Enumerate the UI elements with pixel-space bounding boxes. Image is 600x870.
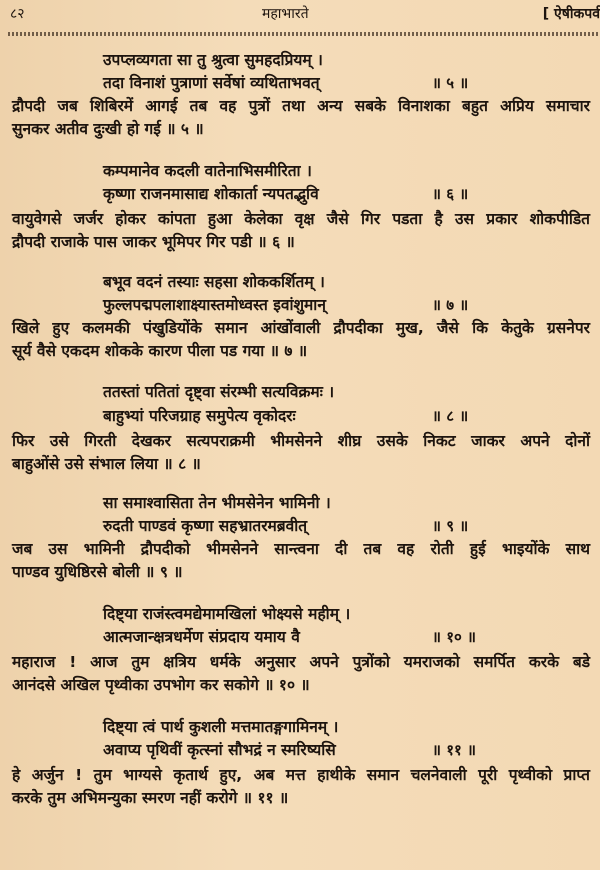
translation-line: वायुवेगसे जर्जर होकर कांपता हुआ केलेका वृक्ष जैसे गिर पडता है उस प्रकार शोकपीडित — [12, 210, 590, 228]
verse-line: ततस्तां पतितां दृष्ट्वा संरम्भी सत्यविक्रमः । — [103, 383, 335, 401]
section-title: [ ऐषीकपर्व — [542, 6, 600, 22]
translation-line: महाराज ! आज तुम क्षत्रिय धर्मके अनुसार अपने पुत्रोंको यमराजको समर्पित करके बडे — [12, 653, 590, 671]
verse-line: रुदती पाण्डवं कृष्णा सहभ्रातरमब्रवीत् — [103, 517, 308, 535]
translation-line: हे अर्जुन ! तुम भाग्यसे कृतार्थ हुए, अब मत्त हाथीके समान चलनेवाली पूरी पृथ्वीको प्राप्त — [12, 766, 590, 784]
verse-line: आत्मजान्क्षत्रधर्मेण संप्रदाय यमाय वै — [103, 628, 300, 646]
verse-number: ॥ ११ ॥ — [432, 741, 477, 759]
verse-line: अवाप्य पृथिवीं कृत्स्नां सौभद्रं न स्मरिष्यसि — [103, 741, 336, 759]
running-title: महाभारते — [262, 6, 309, 22]
translation-line: बाहुओंसे उसे संभाल लिया ॥ ८ ॥ — [12, 455, 201, 473]
page-number: ८२ — [10, 6, 25, 22]
verse-line: बभूव वदनं तस्याः सहसा शोककर्शितम् । — [103, 273, 325, 291]
translation-line: द्रौपदी जब शिबिरमें आगई तब वह पुत्रों तथा अन्य सबके विनाशका बहुत अप्रिय समाचार — [12, 97, 590, 115]
verse-line: सा समाश्वासिता तेन भीमसेनेन भामिनी । — [103, 494, 331, 512]
translation-line: आनंदसे अखिल पृथ्वीका उपभोग कर सकोगे ॥ १० ॥ — [12, 676, 310, 694]
translation-line: करके तुम अभिमन्युका स्मरण नहीं करोगे ॥ ११ ॥ — [12, 789, 289, 807]
verse-number: ॥ ७ ॥ — [432, 296, 469, 314]
translation-line: द्रौपदी राजाके पास जाकर भूमिपर गिर पडी ॥ ६ ॥ — [12, 233, 295, 251]
verse-line: उपप्लव्यगता सा तु श्रुत्वा सुमहदप्रियम् । — [103, 51, 323, 69]
translation-line: सुनकर अतीव दुःखी हो गई ॥ ५ ॥ — [12, 120, 204, 138]
verse-number: ॥ ८ ॥ — [432, 407, 469, 425]
verse-line: तदा विनाशं पुत्राणां सर्वेषां व्यथिताभवत् — [103, 74, 320, 92]
verse-line: दिष्ट्या राजंस्त्वमद्येमामखिलां भोक्ष्यसे महीम् । — [103, 605, 351, 623]
translation-line: फिर उसे गिरती देखकर सत्यपराक्रमी भीमसेनने शीघ्र उसके निकट जाकर अपने दोनों — [12, 432, 590, 450]
verse-line: कम्पमानेव कदली वातेनाभिसमीरिता । — [103, 162, 312, 180]
header-divider — [8, 32, 600, 36]
verse-number: ॥ ९ ॥ — [432, 517, 469, 535]
translation-line: खिले हुए कलमकी पंखुडियोंके समान आंखोंवाली द्रौपदीका मुख, जैसे कि केतुके ग्रसनेपर — [12, 319, 590, 337]
verse-line: कृष्णा राजनमासाद्य शोकार्ता न्यपतद्भुवि — [103, 185, 319, 203]
verse-number: ॥ १० ॥ — [432, 628, 477, 646]
translation-line: पाण्डव युधिष्ठिरसे बोली ॥ ९ ॥ — [12, 563, 183, 581]
verse-line: दिष्ट्या त्वं पार्थ कुशली मत्तमातङ्गगामिनम् । — [103, 718, 339, 736]
translation-line: सूर्य वैसे एकदम शोकके कारण पीला पड गया ॥ ७ ॥ — [12, 342, 308, 360]
verse-number: ॥ ५ ॥ — [432, 74, 469, 92]
verse-number: ॥ ६ ॥ — [432, 185, 469, 203]
verse-line: बाहुभ्यां परिजग्राह समुपेत्य वृकोदरः — [103, 407, 296, 425]
translation-line: जब उस भामिनी द्रौपदीको भीमसेनने सान्त्वना दी तब वह रोती हुई भाइयोंके साथ — [12, 540, 590, 558]
verse-line: फुल्लपद्मपलाशाक्ष्यास्तमोध्वस्त इवांशुमान् — [103, 296, 326, 314]
